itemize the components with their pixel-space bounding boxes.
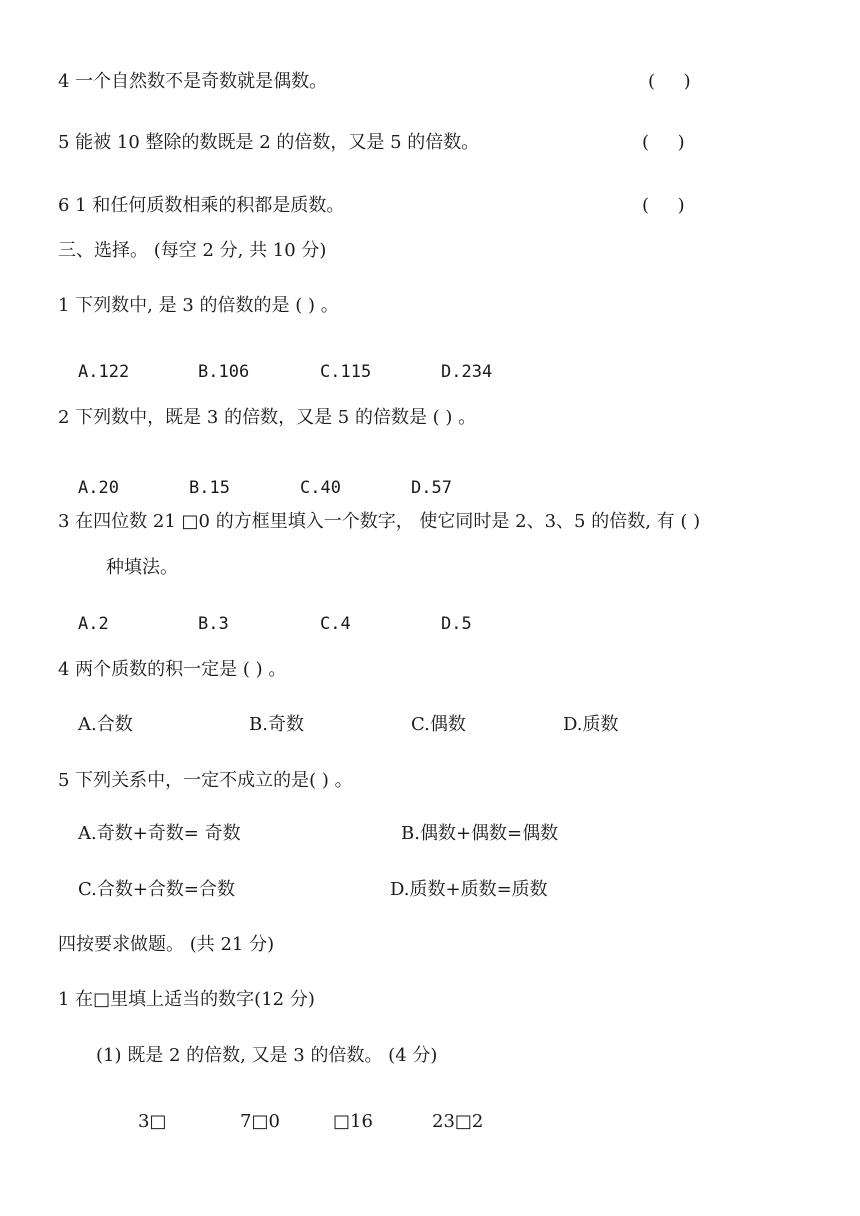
judge-item-6: 6 1 和任何质数相乘的积都是质数。 <box>58 195 345 216</box>
choice-q3-option-b[interactable]: B.3 <box>198 614 229 634</box>
section4-q1-sub1: (1) 既是 2 的倍数, 又是 3 的倍数。 (4 分) <box>96 1045 438 1066</box>
choice-q2-option-d[interactable]: D.57 <box>411 478 452 498</box>
judge-item-4: 4 一个自然数不是奇数就是偶数。 <box>58 71 328 92</box>
choice-q4-option-a[interactable]: A.合数 <box>78 714 133 735</box>
choice-q3-option-c[interactable]: C.4 <box>320 614 351 634</box>
choice-q2-option-b[interactable]: B.15 <box>189 478 230 498</box>
blank-7-0[interactable]: 7□0 <box>240 1111 280 1132</box>
choice-q3-option-d[interactable]: D.5 <box>441 614 472 634</box>
choice-q5-option-b[interactable]: B.偶数+偶数=偶数 <box>401 823 559 844</box>
choice-q1: 1 下列数中, 是 3 的倍数的是 ( ) 。 <box>58 295 339 316</box>
choice-q4-option-d[interactable]: D.质数 <box>563 714 619 735</box>
choice-q3-option-a[interactable]: A.2 <box>78 614 109 634</box>
choice-q4: 4 两个质数的积一定是 ( ) 。 <box>58 659 287 680</box>
choice-q3: 3 在四位数 21 □0 的方框里填入一个数字， 使它同时是 2、3、5 的倍数, 有 ( ) <box>58 511 701 532</box>
judge-answer-6[interactable]: ( ) <box>642 195 685 216</box>
choice-q3-continued: 种填法。 <box>106 557 178 578</box>
choice-q5-option-c[interactable]: C.合数+合数=合数 <box>78 879 236 900</box>
choice-q5-option-a[interactable]: A.奇数+奇数= 奇数 <box>78 823 241 844</box>
choice-q2-option-a[interactable]: A.20 <box>78 478 119 498</box>
choice-heading: 三、选择。 (每空 2 分, 共 10 分) <box>58 240 327 261</box>
choice-q2: 2 下列数中，既是 3 的倍数，又是 5 的倍数是 ( ) 。 <box>58 407 477 428</box>
judge-item-5: 5 能被 10 整除的数既是 2 的倍数，又是 5 的倍数。 <box>58 132 480 153</box>
choice-q2-option-c[interactable]: C.40 <box>300 478 341 498</box>
blank-3[interactable]: 3□ <box>138 1111 167 1132</box>
choice-q1-option-d[interactable]: D.234 <box>441 362 493 382</box>
choice-q4-option-b[interactable]: B.奇数 <box>249 714 304 735</box>
choice-q1-option-b[interactable]: B.106 <box>198 362 250 382</box>
blank-23-2[interactable]: 23□2 <box>432 1111 484 1132</box>
section4-q1: 1 在□里填上适当的数字(12 分) <box>58 989 315 1010</box>
choice-q1-option-a[interactable]: A.122 <box>78 362 130 382</box>
choice-q1-option-c[interactable]: C.115 <box>320 362 372 382</box>
choice-q5-option-d[interactable]: D.质数+质数=质数 <box>390 879 548 900</box>
blank-16[interactable]: □16 <box>333 1111 373 1132</box>
choice-q5: 5 下列关系中，一定不成立的是( ) 。 <box>58 770 353 791</box>
section4-heading: 四按要求做题。 (共 21 分) <box>58 934 275 955</box>
judge-answer-5[interactable]: ( ) <box>642 132 685 153</box>
judge-answer-4[interactable]: ( ) <box>648 71 691 92</box>
choice-q4-option-c[interactable]: C.偶数 <box>411 714 466 735</box>
